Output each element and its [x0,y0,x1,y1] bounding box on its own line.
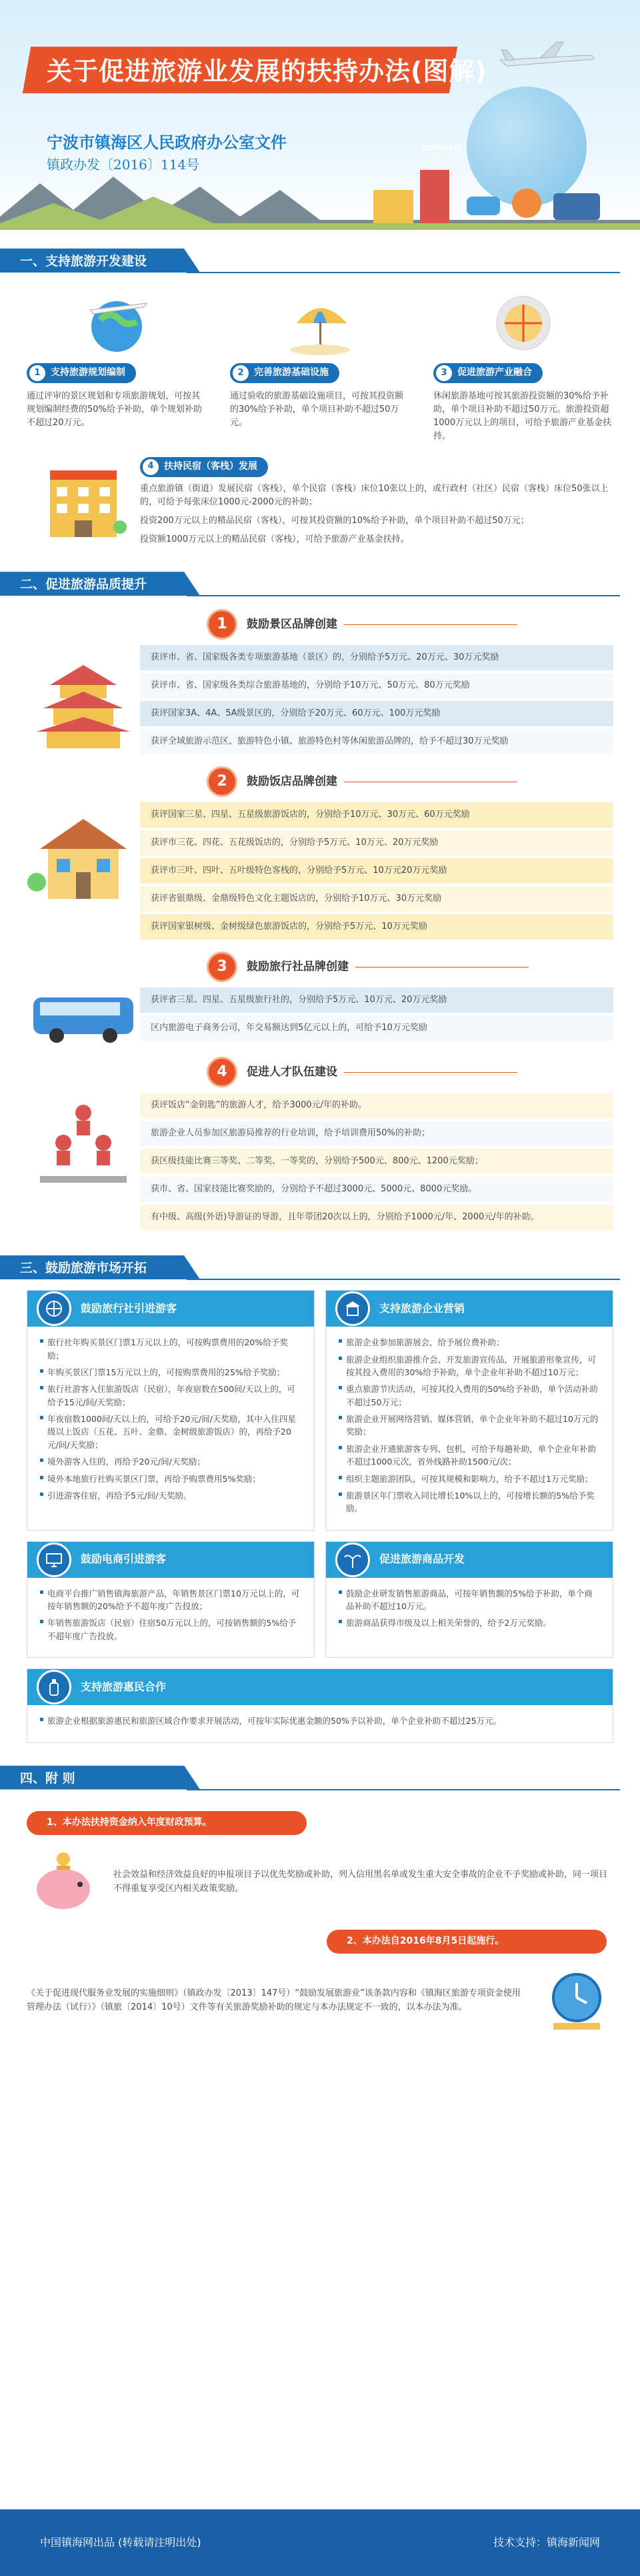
s3-card-2-item: ▪ 旅游企业组织旅游推介会、开发旅游宣传品，开展旅游形象宣传，可按其投入费用的30%给予补助，单个企业年补助不超过10万元； [338,1353,601,1379]
s3-card-4 [325,1541,613,1658]
s2-b1-row-2: 获评市、省、国家级各类综合旅游基地的，分别给予10万元、50万元、80万元奖励 [140,673,613,698]
s2-block-3-badge: 3 [207,952,237,982]
hero-banner [0,0,640,230]
s1-item-3: 3 促进旅游产业融合 休闲旅游基地可按其旅游投资额的30%给予补助，单个项目补助不超过50万元。旅游投资超1000万元以上的项目，可给予旅游产业基金扶持。 [433,283,613,444]
section-3-header [0,1250,640,1283]
s3-row-3 [0,1658,640,1742]
issuer-text: 宁波市镇海区人民政府办公室文件 [47,133,287,152]
s3-card-4-item: ▪ 旅游商品获得市级及以上相关荣誉的，给予2万元奖励。 [338,1616,601,1629]
s2-block-4-title: 促进人才队伍建设 [247,1065,337,1079]
s2-block-1 [0,609,640,757]
s3-card-2-item: ▪ 旅游企业开展网络营销、媒体营销，单个企业年补助不超过10万元的奖励； [338,1413,601,1439]
s2-b2-row-2: 获评市三花、四花、五花级饭店的，分别给予5万元、10万元、20万元奖励 [140,830,613,856]
landscape-illustration [0,157,640,230]
s2-b4-row-5: 有中级、高级(外语)导游证的导游，且年带团20次以上的，分别给予1000元/年、2000元/年的补助。 [140,1205,613,1230]
s3-card-4-item: ▪ 鼓励企业研发销售旅游商品，可按年销售额的5%给予补助，单个商品补助不超过10万元。 [338,1587,601,1613]
s2-block-3 [0,952,640,1047]
s3-card-1-item: ▪ 境外游客入住的，再给予20元/间/天奖励； [39,1455,302,1468]
section-1-title: 一、支持旅游开发建设 [20,254,147,269]
s3-card-3-item: ▪ 年销售旅游饭店（民宿）住宿50万元以上的，可按销售额的5%给予不超年度广告投放。 [39,1616,302,1642]
page-title: 关于促进旅游业发展的扶持办法(图解) [47,57,487,86]
s2-b3-row-1: 获评省三星、四星、五星级旅行社的，分别给予5万元、10万元、20万元奖励 [140,987,613,1013]
villa-icon [27,802,140,909]
s1-item-1-label: 支持旅游规划编制 [51,367,125,378]
s3-card-2-item: ▪ 重点旅游节庆活动，可按其投入费用的50%给予补助，单个活动补助不超过50万元； [338,1383,601,1409]
s1-item-1: 1 支持旅游规划编制 通过评审的景区规划和专项旅游规划，可按其规划编制经费的50%给予补助，单个规划补助不超过20万元。 [27,283,207,444]
s2-b2-row-3: 获评市三叶、四叶、五叶级特色客栈的，分别给予5万元、10万元20万元奖励 [140,858,613,884]
s3-card-1-item: ▪ 年夜宿数1000间/天以上的，可给予20元/间/天奖励，其中入住四星级以上饭店（五花、五叶、金鼎、金树级旅游饭店）的，再给予20元/间/天奖励； [39,1413,302,1451]
bus-icon [27,987,140,1047]
s2-b4-row-3: 获区级技能比赛三等奖、二等奖、一等奖的，分别给予500元、800元、1200元奖励； [140,1149,613,1174]
bottle-icon [37,1670,71,1704]
s3-card-1 [27,1290,315,1531]
s3-card-1-title: 鼓励旅行社引进游客 [81,1301,177,1315]
doc-number: 镇政办发〔2016〕114号 [47,157,200,173]
s1-item-2-text: 通过验收的旅游基础设施项目，可按其投资额的30%给予补助，单个项目补助不超过50万元。 [230,391,404,428]
section-2-title: 二、促进旅游品质提升 [20,577,147,592]
s2-b2-row-4: 获评省银鼎级、金鼎级特色文化主题饭店的，分别给予10万元、30万元奖励 [140,886,613,912]
s2-block-4-badge: 4 [207,1057,237,1087]
monitor-icon [37,1543,71,1577]
note-2: 2、本办法自2016年8月5日起施行。 [327,1930,607,1954]
s3-card-4-title: 促进旅游商品开发 [379,1553,465,1566]
s2-block-2-title: 鼓励饭店品牌创建 [247,774,337,788]
hotel-sign: HOTEL 24h [421,145,463,152]
clock-coins-icon [540,1964,613,2038]
beach-umbrella-icon [283,290,357,356]
s3-card-2 [325,1290,613,1531]
s3-card-5 [27,1668,613,1742]
globe-plane-small-icon [37,1291,71,1326]
s3-card-1-item: ▪ 境外本地旅行社购买景区门票，再给予购票费用5%奖励； [39,1473,302,1485]
s1-item-4-line-3: 投资额1000万元以上的精品民宿（客栈），可给予旅游产业基金扶持。 [140,534,409,544]
piggy-bank-icon [27,1846,100,1919]
s2-block-2 [0,766,640,942]
s2-b1-row-4: 获评全域旅游示范区、旅游特色小镇、旅游特色村等休闲旅游品牌的，给予不超过30万元奖励 [140,729,613,754]
pagoda-icon [27,645,140,752]
s1-item-2: 2 完善旅游基础设施 通过验收的旅游基础设施项目，可按其投资额的30%给予补助，单个项目补助不超过50万元。 [230,283,410,444]
footer-credit: 中国镇海网出品 (转载请注明出处) [40,2535,201,2549]
people-pyramid-icon [27,1093,140,1199]
section-4-header [0,1760,640,1794]
s1-item-4-line-2: 投资200万元以上的精品民宿（客栈），可按其投资额的10%给予补助，单个项目补助不超过50万元； [140,515,529,526]
s2-b2-row-5: 获评国家银树级、金树级绿色旅游饭店的，分别给予5万元、10万元奖励 [140,914,613,940]
section-1-items [0,277,640,444]
s2-b2-row-1: 获评国家三星、四星、五星级旅游饭店的，分别给予10万元、30万元、60万元奖励 [140,802,613,828]
s2-b1-row-3: 获评国家3A、4A、5A级景区的，分别给予20万元、60万元、100万元奖励 [140,701,613,726]
section-3-title: 三、鼓励旅游市场开拓 [20,1261,147,1276]
note-2-text: 《关于促进现代服务业发展的实施细则》（镇政办发〔2013〕147号）“鼓励发展旅游业”该条款内容和《镇海区旅游专项资金使用管理办法（试行）》（镇旅〔2014〕10号）文件等有关旅游奖励补助的规定与本办法规定不一致的，以本办法为准。 [27,1988,521,2012]
s3-row-1 [0,1283,640,1531]
s2-b1-row-1: 获评市、省、国家级各类专项旅游基地（景区）的，分别给予5万元、20万元、30万元奖励 [140,645,613,670]
globe-plane-icon [80,290,153,356]
s3-card-3-item: ▪ 电商平台推广销售镇海旅游产品，年销售景区门票10万元以上的，可按年销售额的20%给予不超年度广告投放； [39,1587,302,1613]
s3-card-1-item: ▪ 年购买景区门票15万元以上的，可按购票费用的25%给予奖励； [39,1366,302,1379]
hotel-building-icon [40,457,127,544]
s3-card-1-item: ▪ 旅行社游客入住旅游饭店（民宿），年夜宿数在500间/天以上的，可给予15元/间/天奖励； [39,1383,302,1409]
airplane-icon [493,37,600,77]
section-1-header [0,243,640,277]
footer [0,2509,640,2576]
s2-b4-row-4: 获市、省、国家技能比赛奖励的，分别给予不超过3000元、5000元、8000元奖励。 [140,1177,613,1202]
s3-card-3-title: 鼓励电商引进游客 [81,1553,167,1566]
section-2-header [0,566,640,600]
palm-tree-icon [335,1543,370,1577]
s3-card-2-item: ▪ 旅游企业开通旅游客专列、包机，可给予每趟补助，单个企业年补助不超过1000元次，省外线路补助1500元/次； [338,1443,601,1469]
s3-card-5-item: ▪ 旅游企业根据旅游惠民和旅游区域合作要求开展活动，可按年实际优惠金额的50%予以补助，单个企业补助不超过25万元。 [39,1714,601,1727]
section-4-title: 四、附 则 [20,1770,75,1786]
s1-item-4: 4 扶持民宿（客栈）发展 重点旅游镇（街道）发展民宿（客栈），单个民宿（客栈）床位10张以上的，或行政村（社区）民宿（客栈）床位50张以上的，可给予每张床位1000元-2000元的补助； 投资200万元以上的精品民宿（客栈），可按其投资额的10%给予补助，单个项目补助不超过50万元； 投资额1000万元以上的精品民宿（客栈），可给予旅游产业基金扶持。 [0,444,640,547]
storefront-icon [335,1291,370,1326]
s3-card-2-item: ▪ 旅游企业参加旅游展会，给予展位费补助； [338,1336,601,1349]
s1-item-3-text: 休闲旅游基地可按其旅游投资额的30%给予补助，单个项目补助不超过50万元。旅游投资超1000万元以上的项目，可给予旅游产业基金扶持。 [433,391,612,442]
note-1-text: 社会效益和经济效益良好的申报项目予以优先奖励或补助，列入信用黑名单或发生重大安全事故的企业不予奖励或补助，同一项目不得重复享受区内相关政策奖励。 [113,1870,608,1894]
footer-support: 技术支持：镇海新闻网 [493,2535,600,2549]
plate-icon [487,290,560,356]
s2-block-3-title: 鼓励旅行社品牌创建 [247,960,349,973]
s1-item-1-text: 通过评审的景区规划和专项旅游规划，可按其规划编制经费的50%给予补助，单个规划补助不超过20万元。 [27,391,202,428]
s1-item-3-label: 促进旅游产业融合 [457,367,532,378]
s1-item-4-label: 扶持民宿（客栈）发展 [164,460,257,472]
s3-card-2-title: 支持旅游企业营销 [379,1301,465,1315]
s2-b4-row-1: 获评饭店“金钥匙”的旅游人才，给予3000元/年的补助。 [140,1093,613,1118]
s3-row-2 [0,1531,640,1658]
s2-block-1-badge: 1 [207,609,237,640]
s2-block-4 [0,1057,640,1233]
s2-block-2-badge: 2 [207,766,237,797]
s3-card-3 [27,1541,315,1658]
s1-item-4-line-1: 重点旅游镇（街道）发展民宿（客栈），单个民宿（客栈）床位10张以上的，或行政村（社区）民宿（客栈）床位50张以上的，可给予每张床位1000元-2000元的补助； [140,483,609,507]
section-4-body [0,1794,640,2038]
s2-block-1-title: 鼓励景区品牌创建 [247,617,337,631]
s3-card-1-item: ▪ 引进游客住宿，再给予5元/间/天奖励。 [39,1489,302,1502]
s2-b3-row-2: 区内旅游电子商务公司，年交易额达到5亿元以上的，可给予10万元奖励 [140,1015,613,1041]
s3-card-5-title: 支持旅游惠民合作 [81,1680,167,1693]
s3-card-2-item: ▪ 组织主题旅游团队，可按其规模和影响力，给予不超过1万元奖励； [338,1473,601,1485]
note-1: 1、本办法扶持资金纳入年度财政预算。 [27,1811,307,1835]
s3-card-1-item: ▪ 旅行社年购买景区门票1万元以上的，可按购票费用的20%给予奖励； [39,1336,302,1362]
s3-card-2-item: ▪ 旅游景区年门票收入同比增长10%以上的，可按增长额的5%给予奖励。 [338,1489,601,1515]
s1-item-2-label: 完善旅游基础设施 [254,367,329,378]
s2-b4-row-2: 旅游企业人员参加区旅游局推荐的行业培训，给予培训费用50%的补助； [140,1121,613,1146]
